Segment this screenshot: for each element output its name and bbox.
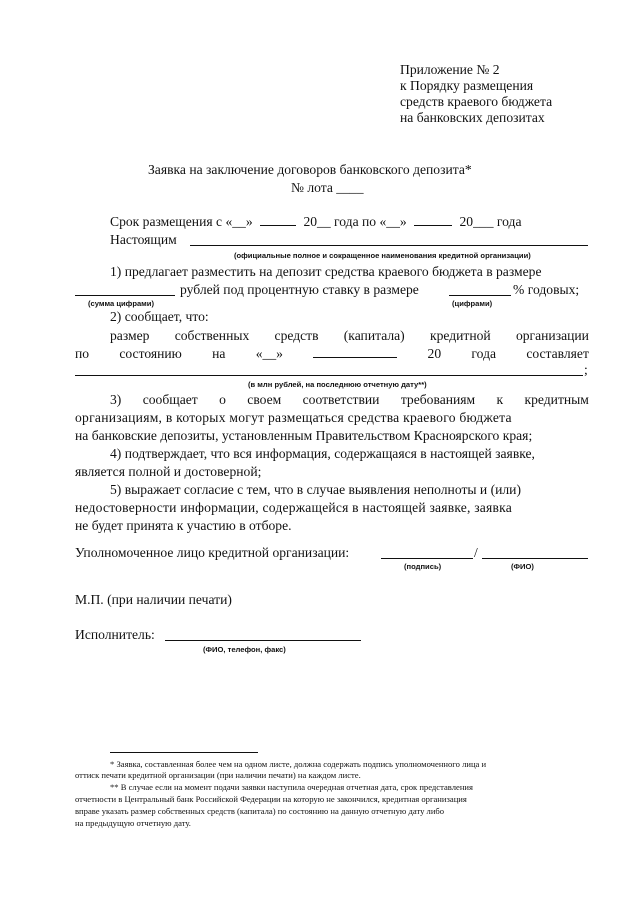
footnote-2-line: на предыдущую отчетную дату. — [75, 818, 191, 828]
word: размер — [110, 328, 150, 343]
document-title: Заявка на заключение договоров банковского депозита* — [148, 162, 472, 177]
signature-field[interactable] — [381, 558, 473, 559]
word: средств — [274, 328, 319, 343]
paragraph-5: 5) выражает согласие с тем, что в случае выявления неполноты и (или) — [110, 482, 521, 497]
footnote-2-line: вправе указать размер собственных средств (капитала) по состоянию на данную отчетную дату либо — [75, 806, 445, 816]
paragraph-1-cont: рублей под процентную ставку в размере — [180, 282, 419, 297]
caption-executor: (ФИО, телефон, факс) — [203, 645, 286, 654]
word: по — [75, 346, 90, 361]
full-name-field[interactable] — [482, 558, 588, 559]
footnote-2-line: отчетности в Центральный банк Российской Федерации на которую не закончился, кредитная организация — [75, 794, 467, 804]
paragraph-4: 4) подтверждает, что вся информация, содержащаяся в настоящей заявке, — [110, 446, 535, 461]
month-blank[interactable] — [260, 214, 296, 226]
word: требованиям — [400, 392, 476, 407]
word: 3) — [110, 392, 122, 407]
footnote-1: * Заявка, составленная более чем на одном листе, должна содержать подпись уполномоченного лица и — [110, 759, 487, 769]
paragraph-1: 1) предлагает разместить на депозит средства краевого бюджета в размере — [110, 264, 542, 279]
lot-number: № лота ____ — [291, 180, 364, 195]
footnote-1-line: оттиск печати кредитной организации (при наличии печати) на каждом листе. — [75, 770, 361, 780]
word: кредитной — [429, 328, 491, 343]
term-year: 20___ года — [459, 214, 522, 229]
caption-digits: (цифрами) — [452, 299, 493, 308]
paragraph-1-end: % годовых; — [513, 282, 580, 297]
appendix-line: средств краевого бюджета — [400, 94, 553, 109]
capital-field[interactable] — [75, 375, 583, 376]
caption-mln: (в млн рублей, на последнюю отчетную дату**) — [248, 380, 427, 389]
paragraph-3-line: организациям, в которых могут размещаться средства краевого бюджета — [75, 410, 512, 425]
word: собственных — [174, 328, 250, 343]
paragraph-3-line — [110, 392, 589, 408]
word: (капитала) — [343, 328, 405, 343]
paragraph-5-line: недостоверности информации, содержащейся в настоящей заявке, заявка — [75, 500, 512, 515]
present-label: Настоящим — [110, 232, 177, 247]
word: года — [471, 346, 497, 361]
word: 20 — [427, 346, 442, 361]
word: сообщает — [142, 392, 198, 407]
word: состоянию — [119, 346, 182, 361]
executor-label: Исполнитель: — [75, 627, 155, 642]
term-start: Срок размещения с «__» — [110, 214, 253, 229]
word: своем — [247, 392, 282, 407]
paragraph-5-line: не будет принята к участию в отборе. — [75, 518, 292, 533]
rate-field[interactable] — [449, 295, 511, 296]
word: «__» — [255, 346, 283, 361]
word: соответствии — [302, 392, 380, 407]
word: кредитным — [524, 392, 589, 407]
semicolon: ; — [584, 362, 588, 377]
word: организации — [515, 328, 589, 343]
footnote-2: ** В случае если на момент подачи заявки наступила очередная отчетная дата, срок представления — [110, 782, 473, 792]
word: составляет — [526, 346, 589, 361]
sum-field[interactable] — [75, 295, 175, 296]
term-line — [110, 214, 550, 230]
paragraph-4-line: является полной и достоверной; — [75, 464, 262, 479]
appendix-line: к Порядку размещения — [400, 78, 534, 93]
footnote-separator — [110, 752, 258, 753]
paragraph-3-line: на банковские депозиты, установленным Правительством Красноярского края; — [75, 428, 533, 443]
stamp-label: М.П. (при наличии печати) — [75, 592, 232, 607]
appendix-number: Приложение № 2 — [400, 62, 500, 77]
month-blank[interactable] — [313, 346, 397, 358]
caption-sum: (сумма цифрами) — [88, 299, 155, 308]
paragraph-2-line — [75, 346, 589, 362]
signature-slash: / — [474, 545, 478, 560]
signature-label: Уполномоченное лицо кредитной организации: — [75, 545, 350, 560]
org-name-field[interactable] — [190, 245, 588, 246]
appendix-line: на банковских депозитах — [400, 110, 545, 125]
paragraph-2-line — [110, 328, 589, 344]
caption-org-name: (официальные полное и сокращенное наименования кредитной организации) — [234, 251, 531, 260]
caption-full-name: (ФИО) — [511, 562, 534, 571]
word: о — [219, 392, 226, 407]
word: к — [496, 392, 504, 407]
month-blank[interactable] — [414, 214, 452, 226]
caption-signature: (подпись) — [404, 562, 442, 571]
executor-field[interactable] — [165, 640, 361, 641]
term-year-end: 20__ года по «__» — [303, 214, 407, 229]
word: на — [212, 346, 226, 361]
paragraph-2: 2) сообщает, что: — [110, 309, 209, 324]
